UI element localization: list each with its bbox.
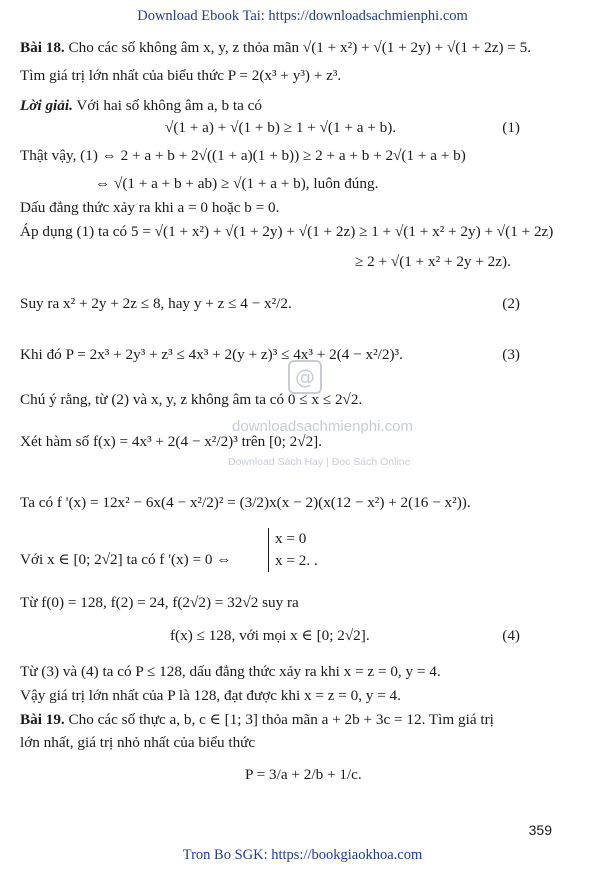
conclusion-1: Từ (3) và (4) ta có P ≤ 128, dấu đẳng thức xảy ra khi x = z = 0, y = 4.: [20, 663, 441, 680]
solution-label: Lời giải.: [20, 97, 73, 114]
proof-line-1: Thật vậy, (1) ⇔ 2 + a + b + 2√((1 + a)(1 + b)) ≥ 2 + a + b + 2√(1 + a + b): [20, 147, 466, 164]
solution-intro: [20, 96, 262, 116]
inequality-1: √(1 + a) + √(1 + b) ≥ 1 + √(1 + a + b).: [165, 119, 397, 136]
problem-18-task: Tìm giá trị lớn nhất của biểu thức P = 2(x³ + y³) + z³.: [20, 67, 342, 84]
critical-point-2: x = 2. .: [275, 552, 318, 569]
inequality-4: f(x) ≤ 128, với mọi x ∈ [0; 2√2].: [170, 627, 370, 644]
problem-19-statement: [20, 710, 494, 730]
watermark-tagline: Download Sách Hay | Đọc Sách Online: [228, 456, 411, 468]
proof-line-2: ⇔ √(1 + a + b + ab) ≥ √(1 + a + b), luôn đúng.: [95, 175, 379, 192]
problem-18-text: Cho các số không âm x, y, z thỏa mãn √(1 + x²) + √(1 + 2y) + √(1 + 2z) = 5.: [68, 39, 532, 56]
problem-19-expression: P = 3/a + 2/b + 1/c.: [245, 766, 362, 783]
page-number: 359: [528, 822, 552, 838]
at-sign-icon: @: [288, 360, 322, 394]
equation-number-1: (1): [502, 119, 520, 136]
apply-inequality-2: ≥ 2 + √(1 + x² + 2y + 2z).: [355, 253, 511, 270]
header-link[interactable]: Download Ebook Tai: https://downloadsachmienphi.com: [137, 8, 468, 24]
apply-inequality-1: Áp dụng (1) ta có 5 = √(1 + x²) + √(1 + 2y) + √(1 + 2z) ≥ 1 + √(1 + x² + 2y) + √(1 + 2z): [20, 223, 554, 240]
function-values: Từ f(0) = 128, f(2) = 24, f(2√2) = 32√2 suy ra: [20, 594, 299, 611]
critical-points-system: [268, 528, 318, 572]
critical-point-0: x = 0: [275, 530, 307, 547]
critical-points-intro: Với x ∈ [0; 2√2] ta có f '(x) = 0 ⇔: [20, 551, 232, 568]
problem-19-label: Bài 19.: [20, 711, 65, 728]
problem-18-label: Bài 18.: [20, 39, 65, 56]
problem-19-text: Cho các số thực a, b, c ∈ [1; 3] thỏa mãn a + 2b + 3c = 12. Tìm giá trị: [68, 711, 494, 728]
derivative: Ta có f '(x) = 12x² − 6x(4 − x²/2)² = (3/2)x(x − 2)(x(12 − x²) + 2(16 − x²)).: [20, 494, 471, 511]
equation-number-2: (2): [502, 295, 520, 312]
function-definition: Xét hàm số f(x) = 4x³ + 2(4 − x²/2)³ trên [0; 2√2].: [20, 433, 323, 450]
problem-18-statement: [20, 38, 531, 58]
conclusion-2: Vậy giá trị lớn nhất của P là 128, đạt được khi x = z = 0, y = 4.: [20, 687, 401, 704]
problem-19-task: lớn nhất, giá trị nhỏ nhất của biểu thức: [20, 734, 256, 751]
equation-number-3: (3): [502, 346, 520, 363]
inequality-3: Khi đó P = 2x³ + 2y³ + z³ ≤ 4x³ + 2(y + z)³ ≤ 4x³ + 2(4 − x²/2)³.: [20, 346, 403, 363]
footer-link[interactable]: Tron Bo SGK: https://bookgiaokhoa.com: [182, 847, 423, 863]
watermark-site: downloadsachmienphi.com: [232, 418, 413, 435]
inequality-2: Suy ra x² + 2y + 2z ≤ 8, hay y + z ≤ 4 − x²/2.: [20, 295, 292, 312]
equation-number-4: (4): [502, 627, 520, 644]
equality-condition: Dấu đẳng thức xảy ra khi a = 0 hoặc b = 0.: [20, 199, 280, 216]
solution-text: Với hai số không âm a, b ta có: [76, 97, 263, 114]
domain-note: Chú ý rằng, từ (2) và x, y, z không âm ta có 0 ≤ x ≤ 2√2.: [20, 391, 363, 408]
